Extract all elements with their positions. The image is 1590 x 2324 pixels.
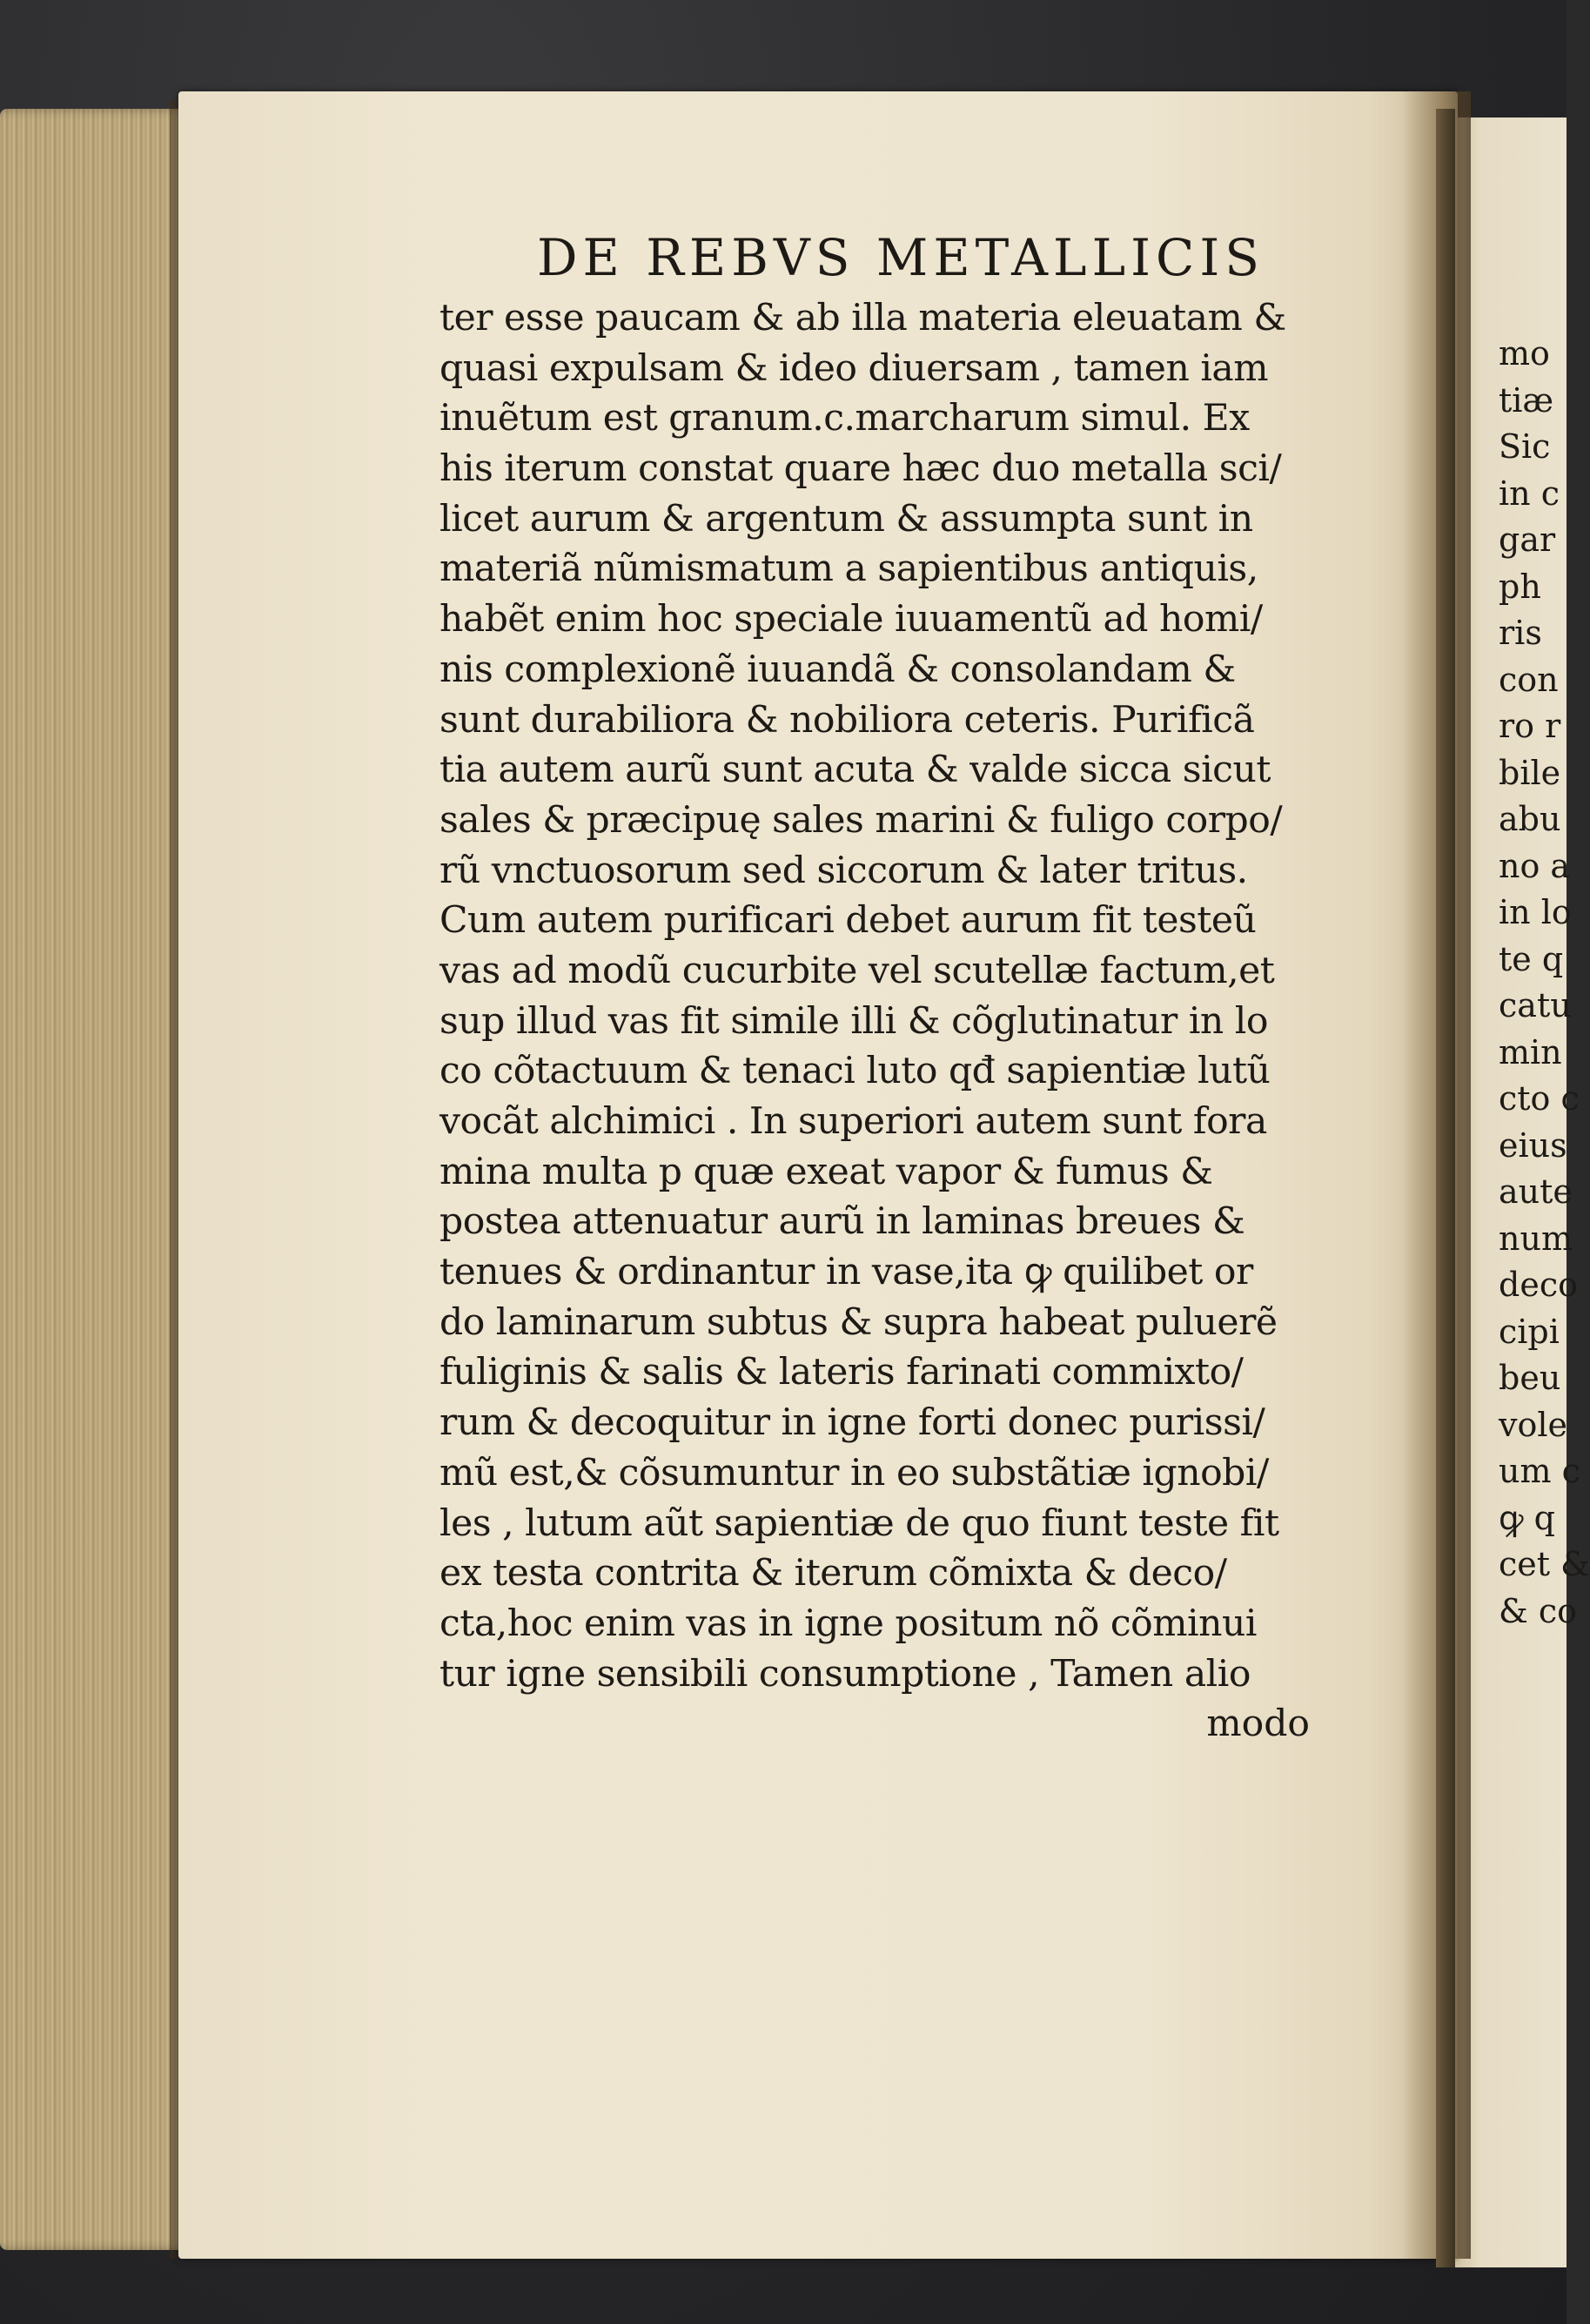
text-line: licet aurum & argentum & assumpta sunt in [439,497,1253,541]
verso-text-block [439,222,1345,1750]
text-line: his iterum constat quare hæc duo metalla sci/ [439,447,1282,491]
text-line: tur igne sensibili consumptione , Tamen alio [439,1652,1251,1696]
catchword: modo [1206,1703,1310,1746]
binding-fold [1436,109,1455,2267]
text-line: co cõtactuum & tenaci luto qđ sapientiæ lutũ [439,1050,1271,1093]
text-line: rũ vnctuosorum sed siccorum & later tritus. [439,849,1248,892]
text-line: tia autem aurũ sunt acuta & valde sicca sicut [439,749,1271,792]
recto-line: te q [1499,939,1564,978]
text-line: fuliginis & salis & lateris farinati commixto/ [439,1351,1244,1394]
recto-line: Sic [1499,427,1551,466]
text-line: les , lutum aũt sapientiæ de quo fiunt teste fit [439,1501,1279,1545]
text-line: ter esse paucam & ab illa materia eleuatam & [439,297,1286,339]
recto-line: num [1499,1219,1573,1258]
recto-line: cto c [1499,1079,1580,1118]
recto-line: mo [1499,334,1550,373]
recto-line: ꝙ q [1499,1498,1555,1537]
recto-line: vole [1499,1405,1567,1444]
recto-line: abu [1499,800,1561,838]
text-line: vas ad modũ cucurbite vel scutellæ factum,et [439,949,1275,992]
recto-text-fragments [1499,331,1590,1635]
recto-line: gar [1499,521,1556,559]
text-line: sunt durabiliora & nobiliora ceteris. Purificã [439,698,1255,742]
recto-line: deco [1499,1266,1578,1304]
recto-line: bile [1499,753,1561,792]
text-line: postea attenuatur aurũ in laminas breues & [439,1200,1245,1244]
recto-line: in lo [1499,893,1572,931]
text-line: inuẽtum est granum.c.marcharum simul. Ex [439,397,1250,440]
text-line: cta,hoc enim vas in igne positum nõ cõminui [439,1602,1257,1645]
recto-line: & co [1499,1591,1578,1630]
text-line: mina multa p quæ exeat vapor & fumus & [439,1150,1213,1193]
recto-line: cipi [1499,1312,1560,1351]
recto-line: no a [1499,846,1571,885]
text-line: rum & decoquitur in igne forti donec purissi/ [439,1401,1265,1445]
text-line: mũ est,& cõsumuntur in eo substãtiæ ignobi/ [439,1451,1269,1494]
text-line: nis complexionẽ iuuandã & consolandam & [439,648,1236,691]
text-line: materiã nũmismatum a sapientibus antiquis, [439,547,1258,591]
recto-line: con [1499,660,1559,699]
text-line: sales & præcipuę sales marini & fuligo corpo/ [439,798,1283,842]
recto-line: um c [1499,1452,1580,1490]
text-line: vocãt alchimici . In superiori autem sunt fora [439,1100,1267,1143]
recto-line: ris [1499,614,1542,652]
recto-line: ro r [1499,707,1561,745]
recto-line: catu [1499,986,1572,1024]
text-line: habẽt enim hoc speciale iuuamentũ ad homi/ [439,598,1263,641]
text-line: tenues & ordinantur in vase,ita ꝙ quilibet or [439,1251,1253,1294]
text-line: do laminarum subtus & supra habeat puluerẽ [439,1300,1278,1344]
running-head: DE REBVS METALLICIS [536,228,1265,287]
recto-line: aute [1499,1172,1573,1211]
text-line: quasi expulsam & ideo diuersam , tamen iam [439,346,1269,390]
recto-line: in c [1499,474,1560,513]
recto-line: eius [1499,1125,1567,1165]
recto-line: tiæ [1499,380,1554,420]
recto-line: cet & [1499,1545,1590,1583]
text-line: ex testa contrita & iterum cõmixta & deco/ [439,1552,1227,1595]
text-line: Cum autem purificari debet aurum fit testeũ [439,899,1257,943]
recto-line: beu [1499,1359,1561,1397]
recto-line: ph [1499,567,1541,606]
recto-line: min [1499,1032,1562,1071]
text-line: sup illud vas fit simile illi & cõglutinatur in lo [439,999,1268,1043]
page-edges-stack [0,109,187,2250]
